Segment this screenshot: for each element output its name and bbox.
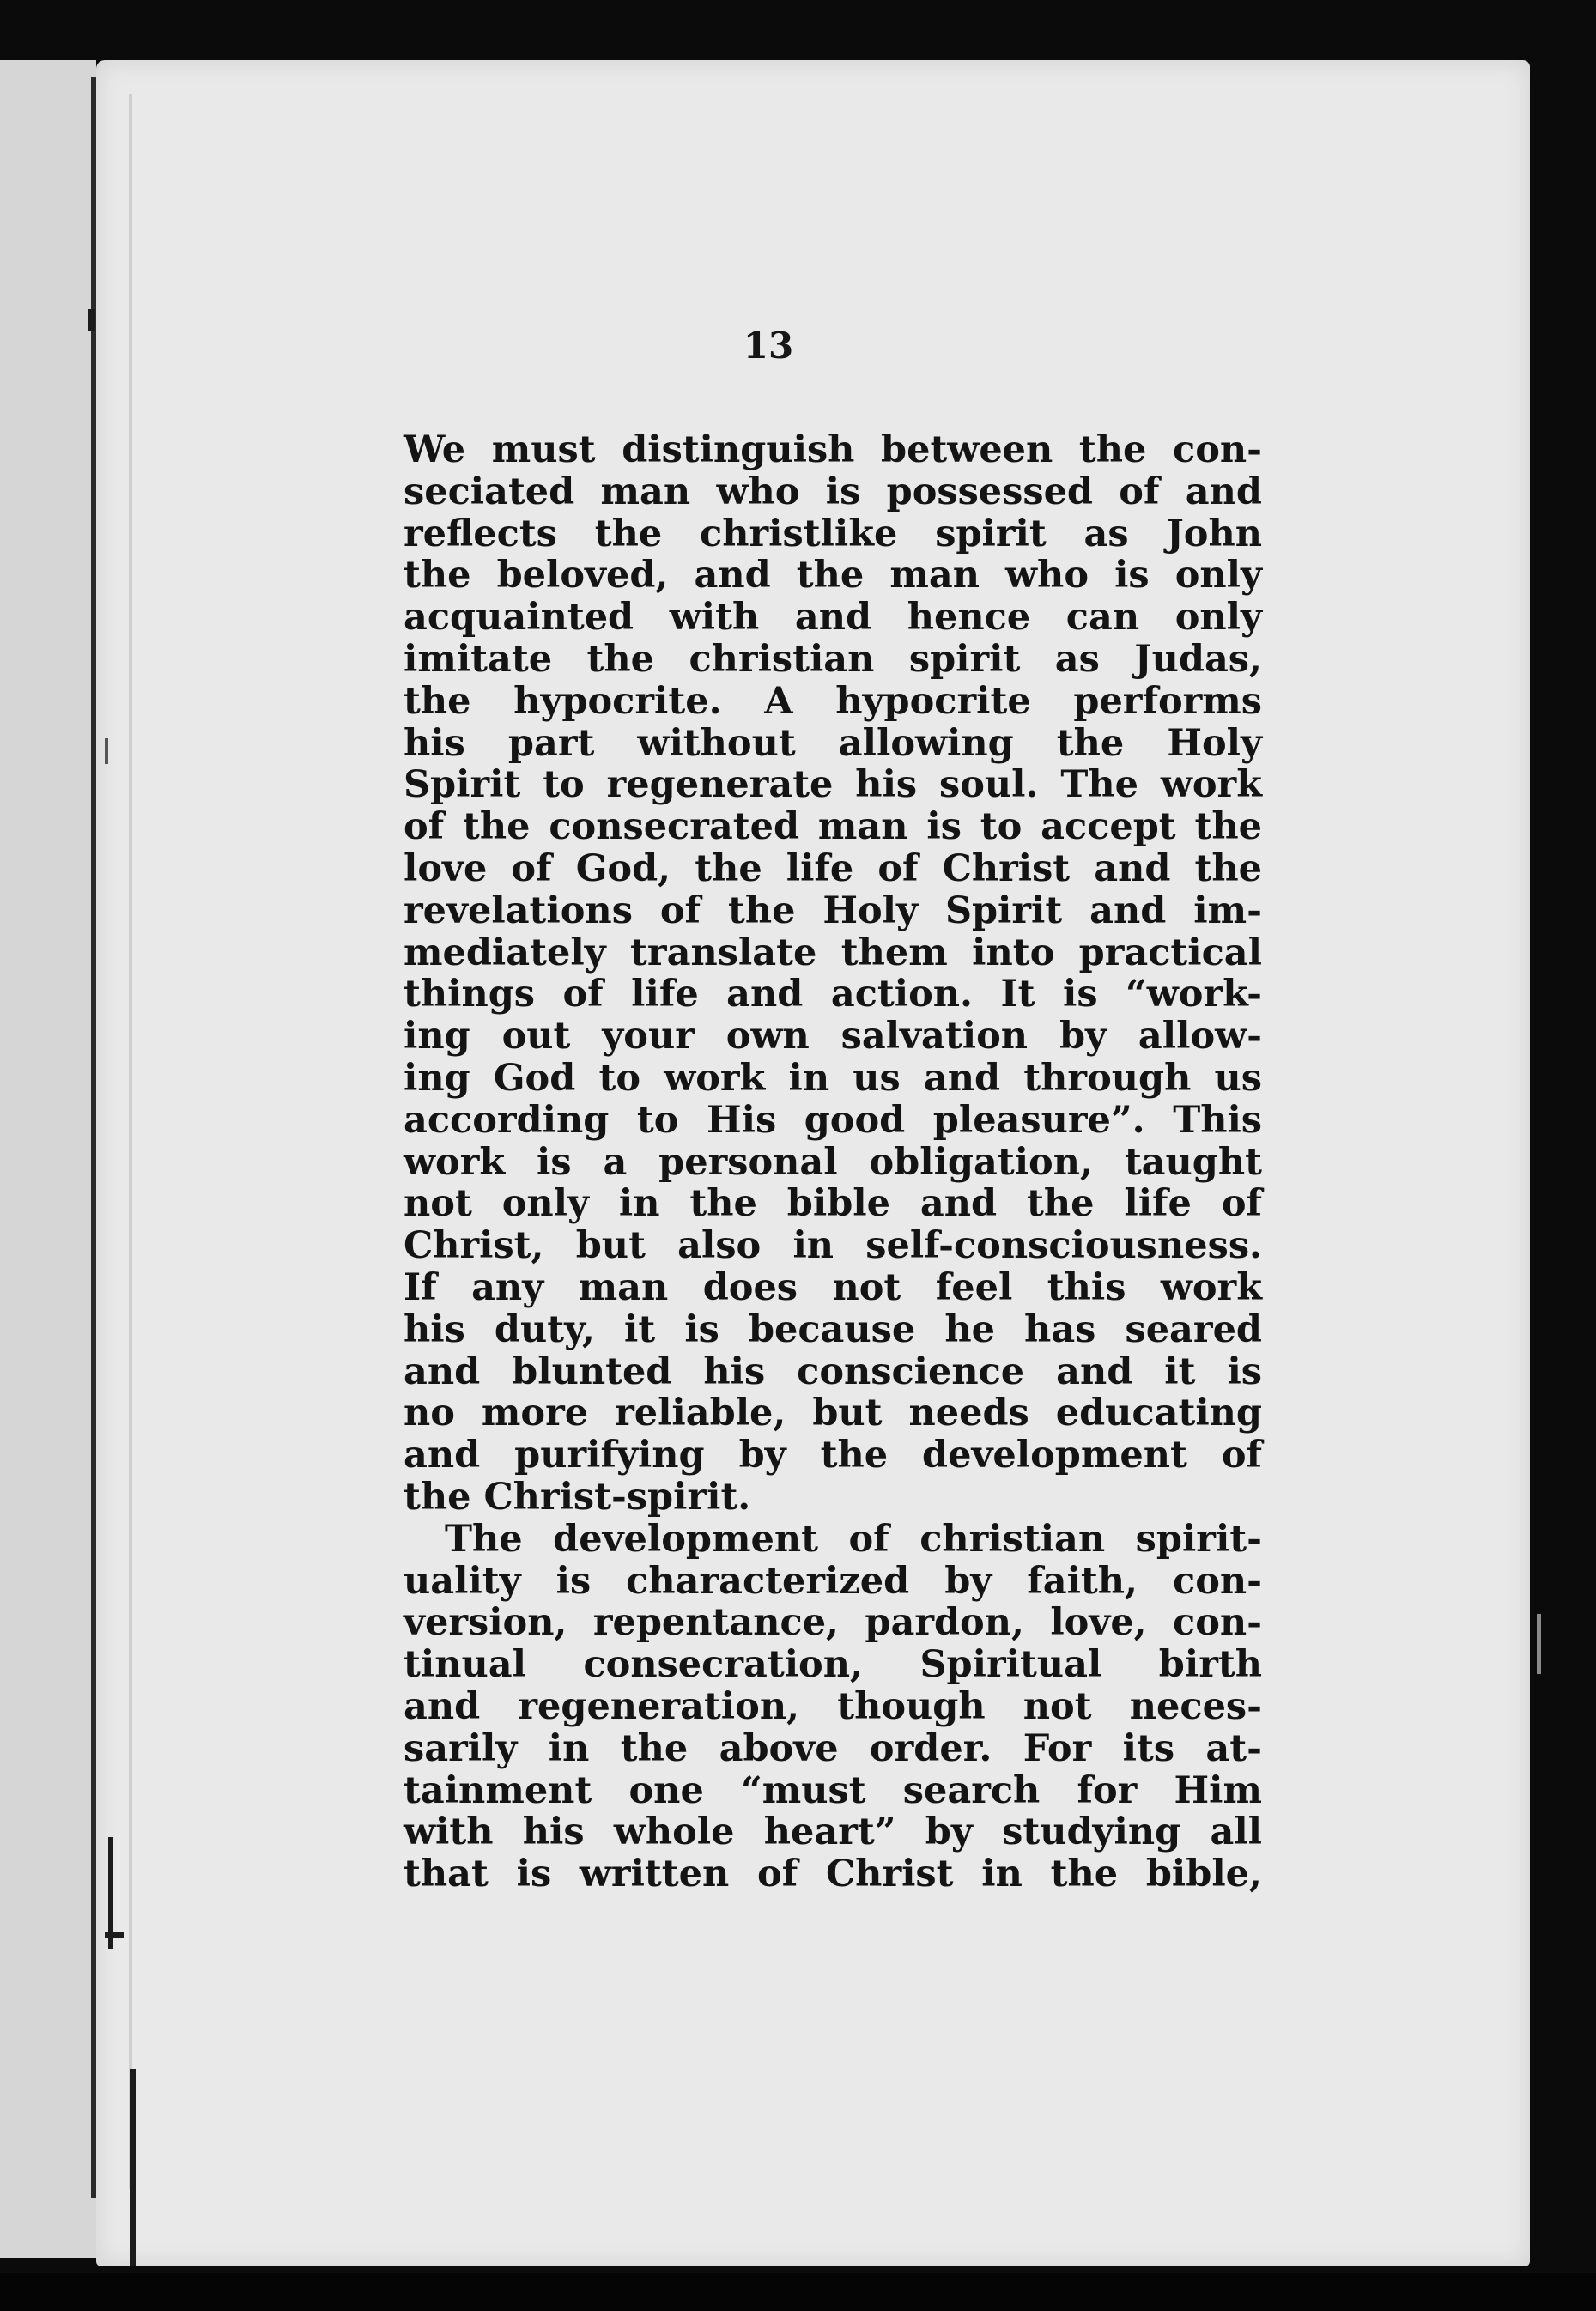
text-line: no more reliable, but needs educating — [404, 1392, 1262, 1435]
body-text — [404, 429, 1262, 1896]
text-line: uality is characterized by faith, con- — [404, 1559, 1262, 1603]
text-line: ing God to work in us and through us — [404, 1056, 1262, 1100]
text-line: and purifying by the development of — [404, 1434, 1262, 1477]
previous-page-edge — [0, 60, 96, 2258]
text-line: We must distinguish between the con- — [404, 428, 1262, 471]
text-line: acquainted with and hence can only — [404, 596, 1262, 640]
text-line: Spirit to regenerate his soul. The work — [404, 763, 1262, 807]
text-line: If any man does not feel this work — [404, 1265, 1262, 1309]
binding-mark — [105, 1932, 124, 1938]
text-line: ing out your own salvation by allow- — [404, 1015, 1262, 1058]
text-line: The development of christian spirit- — [445, 1517, 1262, 1561]
text-line: his part without allowing the Holy — [404, 721, 1262, 765]
text-line: and blunted his conscience and it is — [404, 1350, 1262, 1393]
text-line: the hypocrite. A hypocrite performs — [404, 679, 1262, 723]
text-line: the beloved, and the man who is only — [404, 554, 1262, 597]
text-line: imitate the christian spirit as Judas, — [404, 637, 1262, 681]
text-line: seciated man who is possessed of and — [404, 470, 1262, 513]
text-line: work is a personal obligation, taught — [404, 1140, 1262, 1184]
scan-speck — [88, 309, 95, 331]
scan-speck — [1537, 1614, 1541, 1674]
text-line: Christ, but also in self-consciousness. — [404, 1224, 1262, 1268]
text-line: revelations of the Holy Spirit and im- — [404, 889, 1262, 932]
text-line: tainment one “must search for Him — [404, 1768, 1262, 1812]
text-line: not only in the bible and the life of — [404, 1182, 1262, 1226]
page-number: 13 — [743, 325, 794, 367]
text-line: according to His good pleasure”. This — [404, 1098, 1262, 1142]
text-line: reflects the christlike spirit as John — [404, 512, 1262, 555]
text-line: with his whole heart” by studying all — [404, 1811, 1262, 1854]
text-line: the Christ-spirit. — [404, 1475, 751, 1519]
text-line: of the consecrated man is to accept the — [404, 805, 1262, 849]
scanner-bed — [0, 2273, 1596, 2311]
gutter-shadow — [129, 94, 132, 2189]
text-line: mediately translate them into practical — [404, 931, 1262, 974]
text-line: version, repentance, pardon, love, con- — [404, 1601, 1262, 1645]
text-line: his duty, it is because he has seared — [404, 1307, 1262, 1351]
text-line: that is written of Christ in the bible, — [404, 1853, 1262, 1896]
scan-speck — [105, 738, 108, 764]
text-line: sarily in the above order. For its at- — [404, 1726, 1262, 1770]
binding-mark — [130, 2069, 136, 2266]
text-line: tinual consecration, Spiritual birth — [404, 1643, 1262, 1687]
text-line: and regeneration, though not neces- — [404, 1684, 1262, 1728]
text-line: love of God, the life of Christ and the — [404, 846, 1262, 890]
text-line: things of life and action. It is “work- — [404, 973, 1262, 1016]
